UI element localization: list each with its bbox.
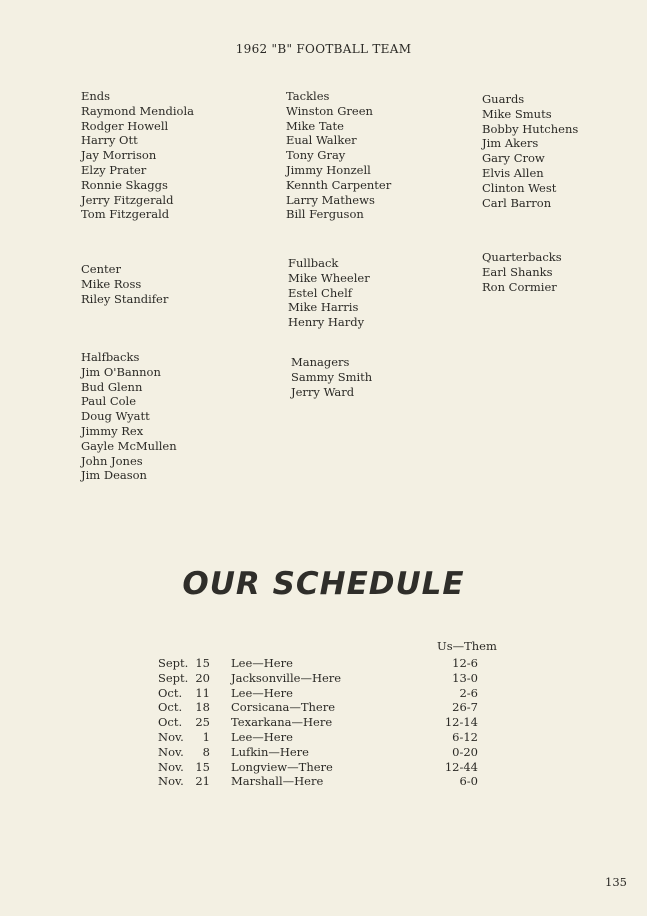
player-name: Mike Ross	[81, 276, 142, 291]
roster-heading-fullback: Fullback	[288, 256, 339, 270]
game-score: 2-6	[459, 685, 478, 700]
game-day: 25	[195, 715, 210, 730]
roster-group-halfbacks	[81, 350, 177, 483]
player-name: Rodger Howell	[81, 118, 169, 133]
player-name: John Jones	[81, 453, 143, 468]
game-day: 1	[202, 729, 210, 744]
game-opponent: Lee—Here	[231, 729, 293, 744]
schedule-table	[158, 656, 488, 789]
player-name: Carl Barron	[482, 195, 552, 210]
roster-group-quarterbacks	[482, 250, 562, 294]
score-column-header: Us—Them	[437, 639, 497, 653]
schedule-row	[158, 745, 488, 760]
game-opponent: Longview—There	[231, 759, 333, 774]
player-name: Larry Mathews	[286, 192, 375, 207]
page-number: 135	[605, 875, 627, 889]
game-day: 11	[195, 685, 210, 700]
schedule-row	[158, 774, 488, 789]
player-name: Winston Green	[286, 103, 373, 118]
player-name: Raymond Mendiola	[81, 103, 195, 118]
player-name: Jimmy Rex	[81, 423, 144, 438]
player-name: Jim Akers	[482, 136, 539, 151]
player-name: Doug Wyatt	[81, 409, 150, 424]
roster-group-fullback	[288, 256, 370, 330]
game-opponent: Texarkana—Here	[231, 715, 333, 730]
player-name: Tony Gray	[286, 148, 346, 163]
game-opponent: Lee—Here	[231, 685, 293, 700]
player-name: Jay Morrison	[81, 148, 157, 163]
player-name: Jim O'Bannon	[81, 364, 161, 379]
game-month: Sept.	[158, 656, 189, 670]
roster-group-managers	[291, 355, 372, 399]
roster-group-guards	[482, 92, 578, 210]
player-name: Estel Chelf	[288, 285, 353, 300]
player-name: Kennth Carpenter	[286, 177, 392, 192]
page-title: 1962 "B" FOOTBALL TEAM	[235, 42, 412, 56]
game-score: 12-44	[444, 759, 478, 774]
roster-heading-halfbacks: Halfbacks	[81, 350, 140, 364]
player-name: Mike Tate	[286, 118, 344, 133]
player-name: Jerry Ward	[291, 384, 355, 399]
game-month: Nov.	[158, 759, 184, 774]
player-name: Riley Standifer	[81, 291, 169, 306]
player-name: Tom Fitzgerald	[81, 207, 170, 222]
schedule-row	[158, 700, 488, 715]
schedule-row	[158, 730, 488, 745]
game-score: 6-12	[452, 729, 478, 744]
roster-heading-quarterbacks: Quarterbacks	[482, 250, 562, 264]
game-day: 18	[195, 700, 210, 715]
game-day: 8	[202, 744, 210, 759]
game-day: 15	[195, 759, 210, 774]
game-score: 6-0	[459, 774, 478, 789]
game-month: Oct.	[158, 700, 183, 715]
game-opponent: Lufkin—Here	[231, 744, 309, 759]
schedule-row	[158, 686, 488, 701]
roster-group-tackles	[286, 89, 391, 222]
schedule-row	[158, 760, 488, 775]
game-score: 26-7	[452, 700, 478, 715]
player-name: Earl Shanks	[482, 264, 553, 279]
game-opponent: Jacksonville—Here	[231, 670, 342, 685]
game-month: Sept.	[158, 670, 189, 685]
player-name: Gary Crow	[482, 151, 545, 166]
player-name: Mike Wheeler	[288, 270, 370, 285]
player-name: Harry Ott	[81, 133, 138, 148]
game-day: 20	[195, 670, 210, 685]
game-month: Oct.	[158, 715, 183, 730]
player-name: Bill Ferguson	[286, 207, 364, 222]
game-month: Nov.	[158, 774, 184, 789]
game-score: 0-20	[452, 744, 478, 759]
game-opponent: Marshall—Here	[231, 774, 324, 789]
schedule-row	[158, 715, 488, 730]
game-month: Oct.	[158, 685, 183, 700]
player-name: Jim Deason	[81, 468, 147, 483]
game-score: 12-14	[444, 715, 478, 730]
player-name: Clinton West	[482, 180, 557, 195]
game-opponent: Lee—Here	[231, 656, 293, 670]
player-name: Sammy Smith	[291, 369, 373, 384]
player-name: Jimmy Honzell	[286, 162, 371, 177]
player-name: Henry Hardy	[288, 315, 365, 330]
player-name: Ron Cormier	[482, 279, 557, 294]
schedule-row	[158, 671, 488, 686]
roster-heading-ends: Ends	[81, 89, 111, 103]
player-name: Bud Glenn	[81, 379, 143, 394]
schedule-heading: OUR SCHEDULE	[182, 566, 465, 602]
game-day: 15	[195, 656, 210, 670]
game-day: 21	[195, 774, 210, 789]
game-month: Nov.	[158, 729, 184, 744]
game-opponent: Corsicana—There	[231, 700, 336, 715]
player-name: Mike Harris	[288, 300, 359, 315]
roster-group-center	[81, 262, 168, 306]
player-name: Ronnie Skaggs	[81, 177, 168, 192]
roster-heading-guards: Guards	[482, 92, 525, 106]
game-score: 13-0	[452, 670, 478, 685]
roster-heading-tackles: Tackles	[286, 89, 330, 103]
player-name: Elzy Prater	[81, 162, 147, 177]
roster-group-ends	[81, 89, 194, 222]
game-month: Nov.	[158, 744, 184, 759]
roster-heading-center: Center	[81, 262, 121, 276]
player-name: Gayle McMullen	[81, 438, 177, 453]
player-name: Bobby Hutchens	[482, 121, 579, 136]
game-score: 12-6	[452, 656, 478, 670]
player-name: Paul Cole	[81, 394, 137, 409]
roster-heading-managers: Managers	[291, 355, 350, 369]
schedule-row	[158, 656, 488, 671]
player-name: Eual Walker	[286, 133, 357, 148]
player-name: Elvis Allen	[482, 165, 544, 180]
player-name: Jerry Fitzgerald	[81, 192, 174, 207]
player-name: Mike Smuts	[482, 106, 552, 121]
